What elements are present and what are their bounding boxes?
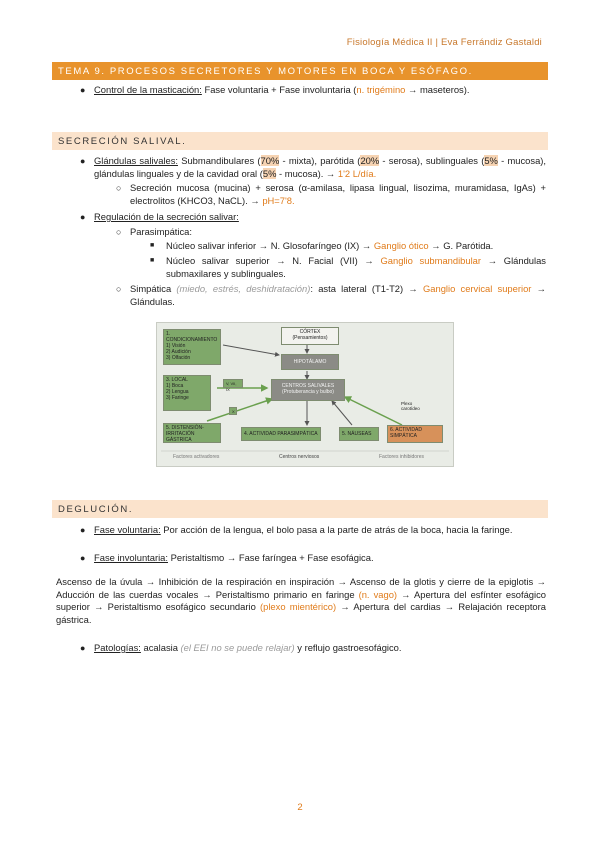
glandulas-label: Glándulas salivales: bbox=[94, 155, 178, 166]
simpatica-text: : asta lateral (T1-T2) → bbox=[310, 283, 423, 294]
glandulas-text: - serosa), sublinguales ( bbox=[379, 155, 485, 166]
glandulas-text: - mixta), parótida ( bbox=[279, 155, 361, 166]
secrecion-title: SECRECIÓN SALIVAL. bbox=[58, 135, 187, 147]
bullet: ○ bbox=[116, 183, 122, 193]
item-text: Núcleo salivar inferior → N. Glosofaríngeo (IX) → bbox=[166, 240, 374, 251]
bullet: ● bbox=[80, 212, 86, 222]
para-plexo: (plexo mientérico) bbox=[260, 601, 337, 613]
involuntaria-label: Fase involuntaria: bbox=[94, 552, 168, 563]
voluntaria-label: Fase voluntaria: bbox=[94, 524, 161, 535]
regulacion-line bbox=[94, 211, 239, 224]
bullet: ■ bbox=[150, 257, 155, 264]
para-text: Ascenso de la úvula → Inhibición de la respiración en inspiración → Ascenso de la glotis y cierre de la epiglotis → Aducción de las cuerdas vocales → Peristaltismo primario en faringe bbox=[56, 576, 546, 600]
simpatica-label: Simpática bbox=[130, 283, 172, 294]
bullet: ● bbox=[80, 553, 86, 563]
nauseas-box: 5. NÁUSEAS bbox=[339, 427, 379, 441]
actividad-simpatica-box: 6. ACTIVIDAD SIMPÁTICA bbox=[387, 425, 443, 443]
simpatica-causes: (miedo, estrés, deshidratación) bbox=[171, 283, 311, 294]
composition-ph: pH=7'8. bbox=[262, 194, 295, 206]
secrecion-composition bbox=[130, 182, 546, 207]
glandulas-pct: 20% bbox=[360, 155, 380, 166]
glandulas-text: Submandibulares ( bbox=[178, 155, 261, 166]
patologias-note: (el EEI no se puede relajar) bbox=[180, 642, 295, 653]
page-number: 2 bbox=[297, 802, 303, 813]
cortex-box: CÓRTEX (Pensamientos) bbox=[281, 327, 339, 345]
item-text: → G. Parótida. bbox=[428, 240, 494, 251]
actividad-parasimpatica-box: 4. ACTIVIDAD PARASIMPÁTICA bbox=[241, 427, 321, 441]
patologias-text: y reflujo gastroesofágico. bbox=[294, 642, 402, 653]
secrecion-title-bar bbox=[52, 132, 548, 150]
bullet: ○ bbox=[116, 284, 122, 294]
composition-text: Secreción mucosa (mucina) + serosa (α-amilasa, lipasa lingual, lisozima, muramidasa, IgAs) + electrolitos (KHCO3, NaCL). → bbox=[130, 182, 546, 206]
regulacion-label: Regulación de la secreción salivar: bbox=[94, 211, 239, 222]
hipotalamo-box: HIPOTÁLAMO bbox=[281, 354, 339, 370]
centros-salivales-box: CENTROS SALIVALES (Protuberancia y bulbo) bbox=[271, 379, 345, 401]
item-text: Núcleo salivar superior → N. Facial (VII) → bbox=[166, 255, 381, 266]
bullet: ● bbox=[80, 525, 86, 535]
glandulas-text: - mucosa). → bbox=[276, 167, 338, 179]
item-ganglio: Ganglio submandibular bbox=[380, 255, 482, 266]
deglucion-paragraph bbox=[56, 576, 546, 626]
simpatica-ganglio: Ganglio cervical superior bbox=[422, 283, 532, 294]
simpatica-end: → Glándulas. bbox=[130, 283, 547, 307]
para-text: → Apertura del cardias → Relajación receptora gástrica. bbox=[56, 601, 546, 625]
bullet: ● bbox=[80, 85, 86, 95]
mastication-text: Fase voluntaria + Fase involuntaria ( bbox=[201, 84, 357, 95]
glandulas-text: - mucosa), glándulas linguales y de la cavidad oral ( bbox=[94, 155, 547, 179]
simpatica-line bbox=[130, 283, 546, 308]
patologias-text: acalasia bbox=[140, 642, 181, 653]
tema-title-bar bbox=[52, 62, 548, 80]
parasimpatica-label: Parasimpática: bbox=[130, 226, 193, 237]
tema-title: TEMA 9. PROCESOS SECRETORES Y MOTORES EN BOCA Y ESÓFAGO. bbox=[58, 65, 473, 77]
para-text: → Apertura del esfínter esofágico superior → Peristaltismo esofágico secundario bbox=[56, 588, 547, 613]
mastication-label: Control de la masticación: bbox=[94, 84, 202, 95]
para-vago: (n. vago) bbox=[358, 588, 398, 600]
footer-centros: Centros nerviosos bbox=[279, 454, 320, 460]
footer-activadores: Factores activadores bbox=[173, 454, 220, 460]
bullet: ● bbox=[80, 156, 86, 166]
bullet: ● bbox=[80, 643, 86, 653]
mastication-end: → maseteros). bbox=[405, 84, 470, 95]
glandulas-line bbox=[94, 155, 546, 180]
glandulas-pct: 5% bbox=[262, 167, 277, 179]
nerve-x-label: X bbox=[229, 407, 237, 415]
deglucion-title-bar bbox=[52, 500, 548, 518]
item-ganglio: Ganglio ótico bbox=[373, 240, 429, 251]
parasimpatica-item-2 bbox=[166, 255, 546, 280]
distension-box: 5. DISTENSIÓN-IRRITACIÓN GÁSTRICA bbox=[163, 423, 221, 443]
fase-involuntaria-line bbox=[94, 552, 546, 565]
nerve-label: V, VII, IX bbox=[223, 379, 243, 388]
patologias-label: Patologías: bbox=[94, 642, 141, 653]
local-box: 3. LOCAL 1) Boca 2) Lengua 3) Faringe bbox=[163, 375, 211, 411]
footer-inhibidores: Factores inhibidores bbox=[379, 454, 425, 460]
page-header: Fisiología Médica II | Eva Ferrándiz Gastaldi bbox=[346, 37, 542, 48]
deglucion-title: DEGLUCIÓN. bbox=[58, 503, 134, 515]
bullet: ○ bbox=[116, 227, 122, 237]
item-text: → Glándulas submaxilares y sublinguales. bbox=[166, 255, 546, 279]
mastication-line bbox=[94, 84, 546, 97]
plexo-label: Plexo carotídeo bbox=[401, 401, 420, 411]
mastication-nerve: n. trigémino bbox=[356, 84, 406, 95]
fase-voluntaria-line bbox=[94, 524, 546, 537]
voluntaria-text: Por acción de la lengua, el bolo pasa a la parte de atrás de la boca, hacia la faringe. bbox=[160, 524, 513, 535]
bullet: ■ bbox=[150, 242, 155, 249]
parasimpatica-item-1 bbox=[166, 240, 546, 253]
involuntaria-text: Peristaltismo → Fase faríngea + Fase esofágica. bbox=[168, 552, 374, 563]
patologias-line bbox=[94, 642, 546, 655]
glandulas-pct: 5% bbox=[484, 155, 498, 166]
glandulas-volume: 1'2 L/día. bbox=[337, 167, 377, 179]
condicionamiento-box: 1. CONDICIONAMIENTO 1) Visión 2) Audición 3) Olfación bbox=[163, 329, 221, 365]
glandulas-pct: 70% bbox=[260, 155, 280, 166]
salivary-regulation-figure bbox=[156, 322, 454, 467]
